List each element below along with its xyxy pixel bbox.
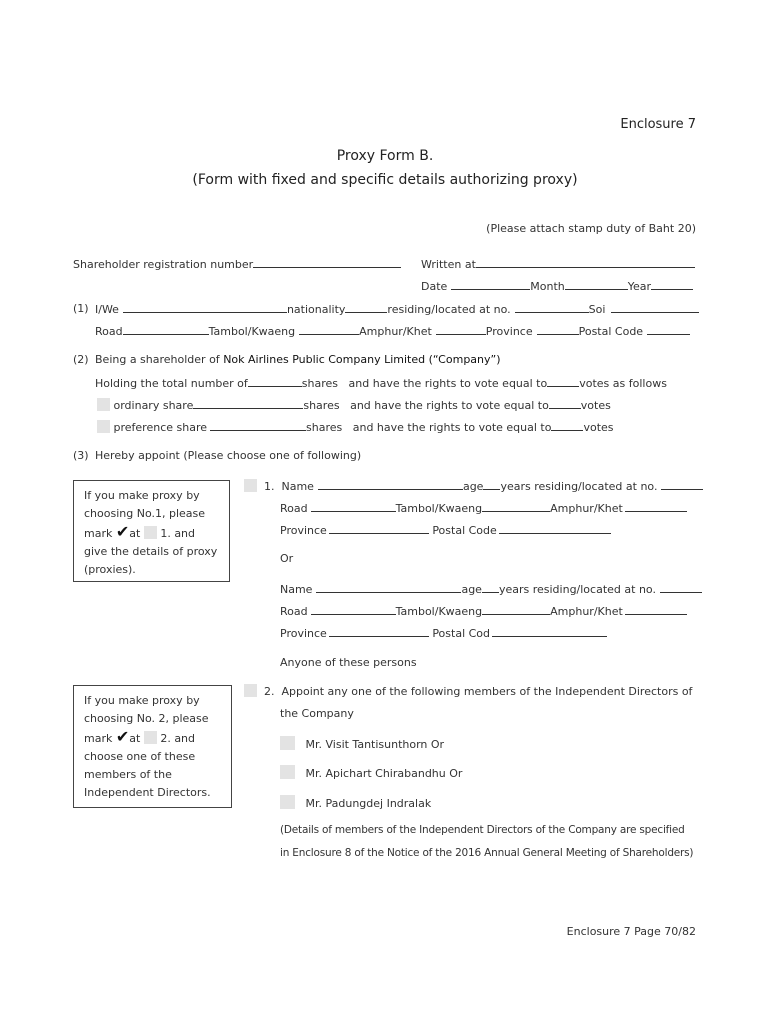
proxy1-road-field[interactable] <box>311 501 396 512</box>
total-shares-field[interactable] <box>248 376 302 387</box>
amphur-label: Amphur/Khet <box>550 605 623 618</box>
soi-label: Soi <box>588 303 606 316</box>
section-2-row1 <box>95 353 501 366</box>
stamp-note: (Please attach stamp duty of Baht 20) <box>486 222 696 235</box>
proxy2-row3 <box>280 626 607 640</box>
nationality-label: nationality <box>286 303 346 316</box>
director-3-label: Mr. Padungdej Indralak <box>305 797 432 810</box>
section-2-num: (2) <box>73 353 89 366</box>
shares-label: shares <box>303 399 340 412</box>
preference-checkbox[interactable] <box>97 420 110 433</box>
note2-at: at <box>129 732 141 745</box>
postal-field[interactable] <box>647 324 690 335</box>
age-label: age <box>462 480 484 493</box>
anyone-label: Anyone of these persons <box>280 656 417 669</box>
amphur-label: Amphur/Khet <box>550 502 623 515</box>
iwe-field[interactable] <box>123 302 287 313</box>
option-1-checkbox[interactable] <box>244 479 257 492</box>
director-3-row <box>280 795 431 810</box>
proxy2-amphur-field[interactable] <box>625 604 687 615</box>
province-label: Province <box>485 325 533 338</box>
note1-at: at <box>129 527 141 540</box>
section-2-row2 <box>95 376 667 390</box>
note1-text-a: If you make proxy by choosing No.1, please mark <box>84 489 206 540</box>
option-2-text: Appoint any one of the following members of the Independent Directors of <box>281 685 693 698</box>
option-2-num: 2. <box>264 685 275 698</box>
director-1-label: Mr. Visit Tantisunthorn Or <box>305 738 445 751</box>
years-residing-label: years residing/located at no. <box>498 583 656 596</box>
option-1-row <box>244 479 703 493</box>
residing-field[interactable] <box>515 302 589 313</box>
section-3-num: (3) <box>73 449 89 462</box>
shares-label: shares <box>306 421 343 434</box>
ordinary-votes-field[interactable] <box>549 398 581 409</box>
residing-label: residing/located at no. <box>387 303 511 316</box>
age-label: age <box>461 583 482 596</box>
ordinary-shares-field[interactable] <box>193 398 303 409</box>
shareholder-reg-field[interactable] <box>253 257 401 268</box>
section-1-num: (1) <box>73 302 89 315</box>
ordinary-checkbox[interactable] <box>97 398 110 411</box>
proxy1-row3 <box>280 523 611 537</box>
proxy1-age-field[interactable] <box>483 479 500 490</box>
shares-label: shares <box>301 377 339 390</box>
total-votes-field[interactable] <box>547 376 579 387</box>
checkmark-icon: ✔ <box>115 522 130 541</box>
road-label: Road <box>280 502 308 515</box>
date-row <box>421 279 693 293</box>
director-2-checkbox[interactable] <box>280 765 295 779</box>
province-label: Province <box>280 524 327 537</box>
director-1-checkbox[interactable] <box>280 736 295 750</box>
votes-label: votes <box>580 399 611 412</box>
proxy2-postal-field[interactable] <box>492 626 607 637</box>
tambol-field[interactable] <box>299 324 359 335</box>
amphur-label: Amphur/Khet <box>359 325 432 338</box>
details-line-2: in Enclosure 8 of the Notice of the 2016 Annual General Meeting of Shareholders) <box>280 847 694 859</box>
tambol-label: Tambol/Kwaeng <box>395 502 483 515</box>
name-label: Name <box>280 583 313 596</box>
form-title: Proxy Form B. <box>336 148 434 164</box>
proxy1-row2 <box>280 501 687 515</box>
soi-field[interactable] <box>611 302 699 313</box>
option-2-text2: the Company <box>280 707 354 720</box>
proxy2-row1 <box>280 582 702 596</box>
preference-shares-field[interactable] <box>210 420 306 431</box>
shareholder-reg-label: Shareholder registration number <box>73 258 254 271</box>
checkmark-icon: ✔ <box>115 727 130 746</box>
road-label: Road <box>280 605 308 618</box>
director-2-label: Mr. Apichart Chirabandhu Or <box>305 767 463 780</box>
section-1-row1 <box>95 302 699 316</box>
rights-label: and have the rights to vote equal to <box>352 421 552 434</box>
tambol-label: Tambol/Kwaeng <box>395 605 483 618</box>
postal-label: Postal Cod <box>432 627 491 640</box>
director-3-checkbox[interactable] <box>280 795 295 809</box>
tambol-label: Tambol/Kwaeng <box>208 325 296 338</box>
votes-follows-label: votes as follows <box>579 377 667 390</box>
option-2-checkbox[interactable] <box>244 684 257 697</box>
postal-label: Postal Code <box>432 524 497 537</box>
rights-label: and have the rights to vote equal to <box>350 399 549 412</box>
note-box-2 <box>73 685 232 808</box>
province-label: Province <box>280 627 327 640</box>
proxy2-age-field[interactable] <box>482 582 499 593</box>
preference-label: preference share <box>113 421 207 434</box>
proxy2-province-field[interactable] <box>329 626 429 637</box>
amphur-field[interactable] <box>436 324 486 335</box>
written-at-field[interactable] <box>476 257 695 268</box>
note-box-1 <box>73 480 230 582</box>
being-label: Being a shareholder of <box>95 353 220 366</box>
proxy2-name-field[interactable] <box>316 582 461 593</box>
road-label: Road <box>95 325 123 338</box>
preference-votes-field[interactable] <box>551 420 583 431</box>
note1-text-b: 1. and give the details of proxy (proxies). <box>84 527 218 576</box>
date-label: Date <box>421 280 448 293</box>
postal-label: Postal Code <box>578 325 644 338</box>
form-subtitle: (Form with fixed and specific details authorizing proxy) <box>192 172 578 188</box>
note2-box-icon <box>144 731 157 744</box>
iwe-label: I/We <box>95 303 119 316</box>
province-field[interactable] <box>537 324 579 335</box>
option-1-num: 1. <box>264 480 275 493</box>
page-footer: Enclosure 7 Page 70/82 <box>566 925 696 938</box>
option-2-row <box>244 684 692 698</box>
director-2-row <box>280 765 462 780</box>
year-field[interactable] <box>651 279 693 290</box>
proxy1-province-field[interactable] <box>329 523 429 534</box>
shareholder-reg-row <box>73 257 401 271</box>
note1-box-icon <box>144 526 157 539</box>
details-line-1: (Details of members of the Independent Directors of the Company are specified <box>280 824 685 836</box>
note2-text-b: 2. and choose one of these members of the Independent Directors. <box>84 732 211 799</box>
appoint-label: Hereby appoint (Please choose one of following) <box>95 449 362 462</box>
month-label: Month <box>530 280 565 293</box>
votes-label: votes <box>583 421 614 434</box>
proxy2-road-field[interactable] <box>311 604 396 615</box>
written-at-row <box>421 257 695 271</box>
or-label: Or <box>280 552 294 565</box>
nationality-field[interactable] <box>345 302 387 313</box>
years-residing-label: years residing/located at no. <box>500 480 658 493</box>
proxy1-address-field[interactable] <box>661 479 703 490</box>
written-at-label: Written at <box>421 258 476 271</box>
proxy1-name-field[interactable] <box>318 479 463 490</box>
proxy2-address-field[interactable] <box>660 582 702 593</box>
year-label: Year <box>627 280 652 293</box>
proxy1-postal-field[interactable] <box>499 523 611 534</box>
preference-row <box>97 420 614 434</box>
enclosure-label: Enclosure 7 <box>620 117 696 132</box>
name-label: Name <box>281 480 314 493</box>
proxy1-amphur-field[interactable] <box>625 501 687 512</box>
ordinary-row <box>97 398 611 412</box>
note2-text-a: If you make proxy by choosing No. 2, please mark <box>84 694 209 745</box>
proxy2-tambol-field[interactable] <box>482 604 550 615</box>
month-field[interactable] <box>565 279 628 290</box>
holding-label: Holding the total number of <box>95 377 248 390</box>
proxy2-row2 <box>280 604 687 618</box>
rights-label: and have the rights to vote equal to <box>348 377 548 390</box>
director-1-row <box>280 736 444 751</box>
date-field[interactable] <box>451 279 530 290</box>
company-name: Nok Airlines Public Company Limited (“Company”) <box>223 353 501 366</box>
proxy1-tambol-field[interactable] <box>482 501 550 512</box>
ordinary-label: ordinary share <box>113 399 194 412</box>
section-1-row2 <box>95 324 690 338</box>
road-field[interactable] <box>123 324 209 335</box>
